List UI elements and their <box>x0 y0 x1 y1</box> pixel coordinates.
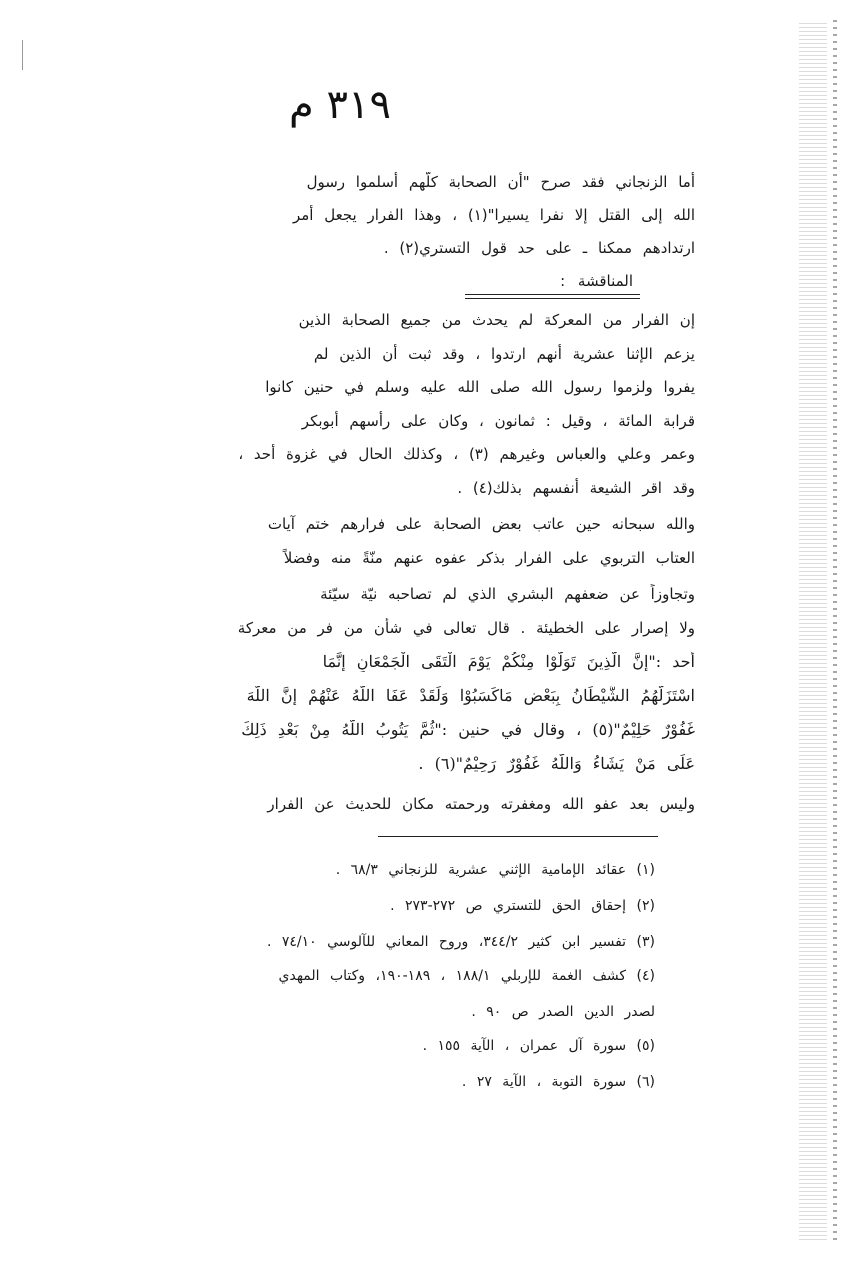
heading-underline-double <box>465 298 640 299</box>
page-number: ٣١٩ م <box>289 82 391 128</box>
paragraph3-line-1: والله سبحانه حين عاتب بعض الصحابة على فرارهم ختم آيات <box>267 515 695 533</box>
footnote-4-continued: لصدر الدين الصدر ص ٩٠ . <box>471 1004 655 1020</box>
margin-mark <box>22 40 23 70</box>
footnote-3: (٣) تفسير ابن كثير ٣٤٤/٢، وروح المعاني للآلوسي ٧٤/١٠ . <box>266 934 655 950</box>
paragraph1-line-2: الله إلى القتل إلا نفرا يسيرا"(١) ، وهذا الفرار يجعل أمر <box>293 206 695 224</box>
footnote-2: (٢) إحقاق الحق للتستري ص ٢٧٢-٢٧٣ . <box>390 898 655 914</box>
paragraph3-line-4: ولا إصرار على الخطيئة . قال تعالى في شأن من فر من معركة <box>237 619 695 637</box>
paragraph2-line-1: إن الفرار من المعركة لم يحدث من جميع الصحابة الذين <box>298 311 695 329</box>
section-heading: المناقشة : <box>560 272 633 290</box>
footnote-4: (٤) كشف الغمة للإربلي ١٨٨/١ ، ١٨٩-١٩٠، وكتاب المهدي <box>278 968 655 984</box>
paragraph2-line-4: قرابة المائة ، وقيل : ثمانون ، وكان على رأسهم أبوبكر <box>301 412 695 430</box>
scanner-edge-noise <box>799 20 827 1240</box>
heading-underline <box>465 294 640 295</box>
paragraph3-line-8: عَلَى مَنْ يَشَاءُ وَاللَّهُ غَفُوْرٌ رَحِيْمٌ"(٦) . <box>418 754 695 773</box>
paragraph2-line-2: يزعم الإثنا عشرية أنهم ارتدوا ، وقد ثبت أن الذين لم <box>313 345 695 363</box>
paragraph3-line-3: وتجاوزاً عن ضعفهم البشري الذي لم تصاحبه نيّة سيّئة <box>320 585 695 603</box>
footnote-1: (١) عقائد الإمامية الإثني عشرية للزنجاني ٦٨/٣ . <box>335 862 655 878</box>
paragraph3-line-7: غَفُوْرٌ حَلِيْمٌ"(٥) ، وقال في حنين :"ثُمَّ يَتُوبُ اللَّهُ مِنْ بَعْدِ ذَلِكَ <box>241 720 695 739</box>
paragraph3-line-2: العتاب التربوي على الفرار بذكر عفوه عنهم منّةً منه وفضلاً <box>283 549 695 567</box>
paragraph3-line-6: اسْتَزَلَّهُمُ الشَّيْطَانُ بِبَعْضِ مَاكَسَبُوْا وَلَقَدْ عَفَا اللَّهُ عَنْهُمْ إِنَّ اللَّهَ <box>246 686 695 705</box>
paragraph2-line-5: وعمر وعلي والعباس وغيرهم (٣) ، وكذلك الحال في غزوة أحد ، <box>238 445 695 463</box>
paragraph3-line-5: أحد :"إِنَّ الَّذِينَ تَوَلَّوْا مِنْكُمْ يَوْمَ الْتَقَى الْجَمْعَانِ إِنَّمَا <box>322 652 695 671</box>
footnote-5: (٥) سورة آل عمران ، الآية ١٥٥ . <box>422 1038 655 1054</box>
paragraph1-line-3: ارتدادهم ممكنا ـ على حد قول التستري(٢) . <box>383 239 695 257</box>
paragraph2-line-6: وقد اقر الشيعة أنفسهم بذلك(٤) . <box>457 479 695 497</box>
footnote-6: (٦) سورة التوبة ، الآية ٢٧ . <box>461 1074 655 1090</box>
footnote-separator <box>378 836 658 837</box>
paragraph4-line-1: وليس بعد عفو الله ومغفرته ورحمته مكان للحديث عن الفرار <box>267 795 695 813</box>
paragraph2-line-3: يفروا ولزموا رسول الله صلى الله عليه وسلم في حنين كانوا <box>265 378 695 396</box>
paragraph1-line-1: أما الزنجاني فقد صرح "أن الصحابة كلّهم أسلموا رسول <box>306 173 695 191</box>
scanner-edge-marks <box>833 20 837 1240</box>
